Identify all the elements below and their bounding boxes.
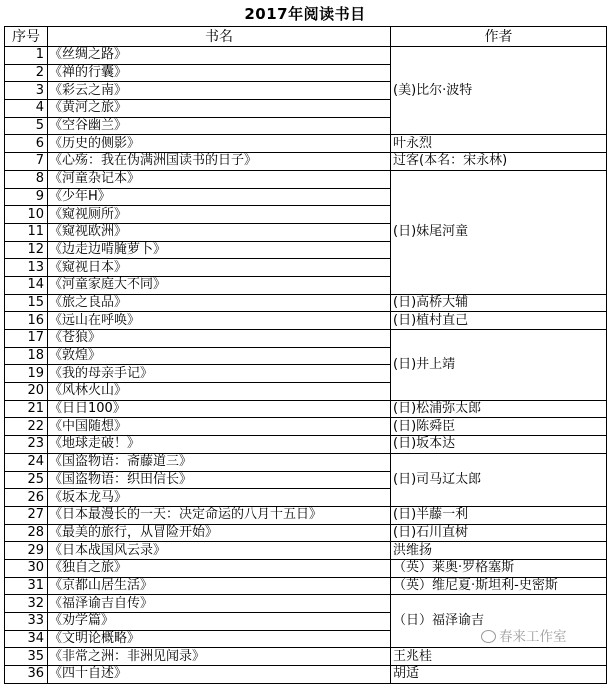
reading-list-table xyxy=(4,26,607,684)
row-index: 3 xyxy=(5,82,48,100)
row-index: 34 xyxy=(5,630,48,648)
book-title: 《我的母亲手记》 xyxy=(48,365,391,383)
row-index: 10 xyxy=(5,206,48,224)
book-title: 《丝绸之路》 xyxy=(48,47,391,65)
author-name: 胡适 xyxy=(391,666,607,684)
author-name: 王兆桂 xyxy=(391,648,607,666)
table-row xyxy=(5,400,607,418)
row-index: 1 xyxy=(5,47,48,65)
book-title: 《地球走破！》 xyxy=(48,436,391,454)
row-index: 29 xyxy=(5,542,48,560)
row-index: 25 xyxy=(5,471,48,489)
book-title: 《河童家庭大不同》 xyxy=(48,276,391,294)
book-title: 《国盗物语：斋藤道三》 xyxy=(48,453,391,471)
row-index: 24 xyxy=(5,453,48,471)
watermark xyxy=(481,625,567,645)
book-title: 《旅之良品》 xyxy=(48,294,391,312)
author-name: （英）维尼夏·斯坦利-史密斯 xyxy=(391,577,607,595)
table-row xyxy=(5,453,607,471)
book-title: 《窥视日本》 xyxy=(48,259,391,277)
book-title: 《坂本龙马》 xyxy=(48,489,391,507)
book-title: 《四十自述》 xyxy=(48,666,391,684)
row-index: 27 xyxy=(5,506,48,524)
row-index: 13 xyxy=(5,259,48,277)
book-title: 《历史的侧影》 xyxy=(48,135,391,153)
author-name: (日)井上靖 xyxy=(391,330,607,401)
row-index: 23 xyxy=(5,436,48,454)
table-row xyxy=(5,559,607,577)
table-row xyxy=(5,170,607,188)
author-name: (日)高桥大辅 xyxy=(391,294,607,312)
row-index: 18 xyxy=(5,347,48,365)
row-index: 35 xyxy=(5,648,48,666)
row-index: 31 xyxy=(5,577,48,595)
book-title: 《窥视欧洲》 xyxy=(48,223,391,241)
row-index: 17 xyxy=(5,330,48,348)
book-title: 《空谷幽兰》 xyxy=(48,117,391,135)
table-row xyxy=(5,542,607,560)
row-index: 16 xyxy=(5,312,48,330)
chat-bubble-icon xyxy=(481,630,496,643)
row-index: 2 xyxy=(5,64,48,82)
book-title: 《边走边啃腌萝卜》 xyxy=(48,241,391,259)
row-index: 7 xyxy=(5,153,48,171)
book-title: 《最美的旅行，从冒险开始》 xyxy=(48,524,391,542)
book-title: 《福泽谕吉自传》 xyxy=(48,595,391,613)
table-row xyxy=(5,577,607,595)
table-row xyxy=(5,294,607,312)
row-index: 6 xyxy=(5,135,48,153)
book-title: 《独自之旅》 xyxy=(48,559,391,577)
row-index: 36 xyxy=(5,666,48,684)
author-name: （日）福泽谕吉 xyxy=(391,595,607,648)
book-title: 《黄河之旅》 xyxy=(48,100,391,118)
author-name: (日)植村直己 xyxy=(391,312,607,330)
row-index: 28 xyxy=(5,524,48,542)
table-row xyxy=(5,135,607,153)
book-title: 《非常之洲：非洲见闻录》 xyxy=(48,648,391,666)
header-author: 作者 xyxy=(391,27,607,47)
header-index: 序号 xyxy=(5,27,48,47)
table-row xyxy=(5,418,607,436)
book-title: 《少年H》 xyxy=(48,188,391,206)
book-title: 《禅的行囊》 xyxy=(48,64,391,82)
author-name: (日)石川直树 xyxy=(391,524,607,542)
row-index: 32 xyxy=(5,595,48,613)
header-row xyxy=(5,27,607,47)
book-title: 《日日100》 xyxy=(48,400,391,418)
book-title: 《远山在呼唤》 xyxy=(48,312,391,330)
row-index: 33 xyxy=(5,613,48,631)
book-title: 《河童杂记本》 xyxy=(48,170,391,188)
author-name: (日)松浦弥太郎 xyxy=(391,400,607,418)
row-index: 20 xyxy=(5,383,48,401)
book-title: 《日本战国风云录》 xyxy=(48,542,391,560)
table-row xyxy=(5,666,607,684)
row-index: 12 xyxy=(5,241,48,259)
author-name: （英）莱奥·罗格塞斯 xyxy=(391,559,607,577)
table-row xyxy=(5,312,607,330)
row-index: 8 xyxy=(5,170,48,188)
book-title: 《苍狼》 xyxy=(48,330,391,348)
table-row xyxy=(5,506,607,524)
row-index: 5 xyxy=(5,117,48,135)
book-title: 《彩云之南》 xyxy=(48,82,391,100)
sheet-title: 2017年阅读书目 xyxy=(244,5,366,23)
book-title: 《风林火山》 xyxy=(48,383,391,401)
author-name: (日)陈舜臣 xyxy=(391,418,607,436)
row-index: 19 xyxy=(5,365,48,383)
author-name: (日)司马辽太郎 xyxy=(391,453,607,506)
author-name: (日)妹尾河童 xyxy=(391,170,607,294)
author-name: 洪维扬 xyxy=(391,542,607,560)
book-title: 《劝学篇》 xyxy=(48,613,391,631)
reading-list-sheet xyxy=(4,2,606,684)
row-index: 15 xyxy=(5,294,48,312)
table-row xyxy=(5,47,607,65)
author-name: (美)比尔·波特 xyxy=(391,47,607,135)
book-title: 《窥视厕所》 xyxy=(48,206,391,224)
row-index: 4 xyxy=(5,100,48,118)
author-name: (日)半藤一利 xyxy=(391,506,607,524)
book-title: 《国盗物语：织田信长》 xyxy=(48,471,391,489)
row-index: 22 xyxy=(5,418,48,436)
row-index: 26 xyxy=(5,489,48,507)
table-row xyxy=(5,648,607,666)
table-row xyxy=(5,524,607,542)
row-index: 14 xyxy=(5,276,48,294)
author-name: 过客(本名：宋永林) xyxy=(391,153,607,171)
book-title: 《心殇：我在伪满洲国读书的日子》 xyxy=(48,153,391,171)
table-row xyxy=(5,436,607,454)
author-name: (日)坂本达 xyxy=(391,436,607,454)
book-title: 《中国随想》 xyxy=(48,418,391,436)
row-index: 11 xyxy=(5,223,48,241)
book-title: 《京都山居生活》 xyxy=(48,577,391,595)
book-title: 《文明论概略》 xyxy=(48,630,391,648)
watermark-text: 春来工作室 xyxy=(499,629,567,645)
header-book: 书名 xyxy=(48,27,391,47)
row-index: 21 xyxy=(5,400,48,418)
table-row xyxy=(5,330,607,348)
row-index: 9 xyxy=(5,188,48,206)
book-title: 《日本最漫长的一天：决定命运的八月十五日》 xyxy=(48,506,391,524)
row-index: 30 xyxy=(5,559,48,577)
author-name: 叶永烈 xyxy=(391,135,607,153)
table-row xyxy=(5,595,607,613)
book-title: 《敦煌》 xyxy=(48,347,391,365)
table-row xyxy=(5,153,607,171)
